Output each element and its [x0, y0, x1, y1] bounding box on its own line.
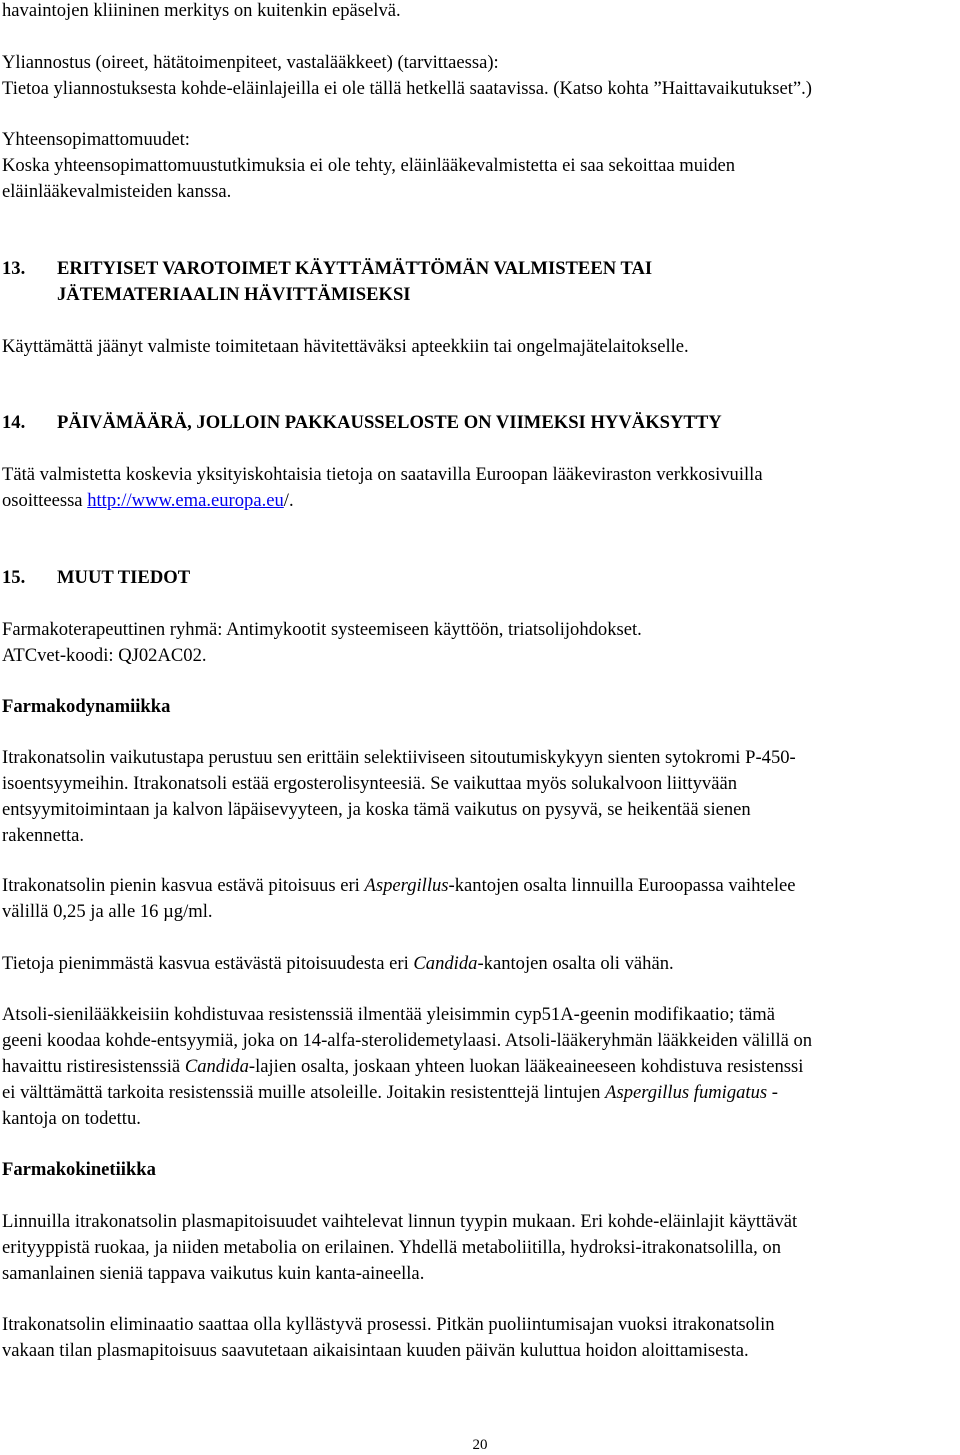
section-14-heading: [2, 410, 954, 436]
group-line: Farmakoterapeuttinen ryhmä: Antimykootit systeemiseen käyttöön, triatsolijohdokset.: [2, 619, 642, 640]
section-number: 15.: [2, 567, 26, 588]
elimination-paragraph: [2, 1312, 954, 1364]
text-run: havaittu ristiresistenssiä: [2, 1056, 185, 1077]
species-name: Aspergillus fumigatus: [605, 1082, 768, 1103]
text-run: Itrakonatsolin pienin kasvua estävä pitoisuus eri: [2, 875, 365, 896]
resistance-paragraph: [2, 1002, 954, 1132]
section-number: 13.: [2, 258, 26, 279]
page-number: 20: [472, 1437, 488, 1453]
text-run: -kantojen osalta oli vähän.: [477, 953, 674, 974]
mic-candida-paragraph: [2, 951, 954, 977]
text-line: [2, 873, 954, 899]
pharmacodynamics-heading: Farmakodynamiikka: [2, 696, 171, 717]
text-line: kantoja on todettu.: [2, 1108, 141, 1129]
text-line: [2, 1080, 954, 1106]
overdose-heading: Yliannostus (oireet, hätätoimenpiteet, vastalääkkeet) (tarvittaessa):: [2, 52, 499, 73]
overdose-text: Tietoa yliannostuksesta kohde-eläinlajeilla ei ole tällä hetkellä saatavissa. (Katso kohta ”Haittavaikutukset”.): [2, 78, 812, 99]
section-13-text: Käyttämättä jäänyt valmiste toimitetaan hävitettäväksi apteekkiin tai ongelmajätelaitokselle.: [2, 336, 689, 357]
section-title: PÄIVÄMÄÄRÄ, JOLLOIN PAKKAUSSELOSTE ON VIIMEKSI HYVÄKSYTTY: [57, 412, 722, 433]
section-number: 14.: [2, 412, 26, 433]
atc-code-line: ATCvet-koodi: QJ02AC02.: [2, 645, 207, 666]
section-15-heading: [2, 565, 954, 591]
text-run: -lajien osalta, joskaan yhteen luokan lääkeaineeseen kohdistuva resistenssi: [248, 1056, 804, 1077]
text-line: [2, 488, 954, 514]
text-line: erityyppistä ruokaa, ja niiden metabolia on erilainen. Yhdellä metaboliitilla, hydroksi-itrakonatsolilla, on: [2, 1237, 782, 1258]
text-line: välillä 0,25 ja alle 16 µg/ml.: [2, 901, 213, 922]
text-line: isoentsyymeihin. Itrakonatsoli estää ergosterolisynteesiä. Se vaikuttaa myös solukalvoon liittyvään: [2, 773, 737, 794]
incompatibility-heading: Yhteensopimattomuudet:: [2, 129, 190, 150]
text-run: ei välttämättä tarkoita resistenssiä muille atsoleille. Joitakin resistenttejä lintujen: [2, 1082, 606, 1103]
text-line: entsyymitoimintaan ja kalvon läpäisevyyteen, ja koska tämä vaikutus on pysyvä, se heikentää sienen: [2, 799, 751, 820]
text-suffix: /.: [283, 490, 294, 511]
section-14-text: [2, 462, 954, 514]
section-title: MUUT TIEDOT: [57, 567, 191, 588]
text-line: havaintojen kliininen merkitys on kuitenkin epäselvä.: [2, 0, 401, 21]
text-prefix: osoitteessa: [2, 490, 88, 511]
mic-aspergillus-paragraph: [2, 873, 954, 925]
text-line: [2, 1054, 954, 1080]
text-line: Tätä valmistetta koskevia yksityiskohtaisia tietoja on saatavilla Euroopan lääkeviraston verkkosivuilla: [2, 464, 763, 485]
text-run: -: [767, 1082, 778, 1103]
incompatibility-line: Koska yhteensopimattomuustutkimuksia ei ole tehty, eläinlääkevalmistetta ei saa sekoittaa muiden: [2, 155, 736, 176]
text-line: rakennetta.: [2, 825, 85, 846]
species-name: Aspergillus: [364, 875, 449, 896]
text-line: samanlainen sieniä tappava vaikutus kuin kanta-aineella.: [2, 1263, 425, 1284]
section-title-line: ERITYISET VAROTOIMET KÄYTTÄMÄTTÖMÄN VALMISTEEN TAI: [57, 258, 653, 279]
pharmacotherapeutic-group: [2, 617, 954, 669]
pharmacokinetics-heading: Farmakokinetiikka: [2, 1159, 156, 1180]
species-name: Candida: [413, 953, 478, 974]
text-line: Itrakonatsolin eliminaatio saattaa olla kyllästyvä prosessi. Pitkän puoliintumisajan vuoksi itrakonatsolin: [2, 1314, 775, 1335]
text-run: Tietoja pienimmästä kasvua estävästä pitoisuudesta eri: [2, 953, 414, 974]
text-run: -kantojen osalta linnuilla Euroopassa vaihtelee: [448, 875, 796, 896]
pharmacodynamics-paragraph: [2, 745, 954, 849]
section-title-line: JÄTEMATERIAALIN HÄVITTÄMISEKSI: [57, 284, 411, 305]
text-line: Linnuilla itrakonatsolin plasmapitoisuudet vaihtelevat linnun tyypin mukaan. Eri kohde-eläinlajit käyttävät: [2, 1211, 798, 1232]
ema-website-link[interactable]: http://www.ema.europa.eu: [87, 490, 284, 511]
overdose-section: [2, 50, 954, 102]
incompatibility-section: [2, 127, 954, 205]
text-line: Itrakonatsolin vaikutustapa perustuu sen erittäin selektiiviseen sitoutumiskykyyn sienten sytokromi P-450-: [2, 747, 796, 768]
incompatibility-line: eläinlääkevalmisteiden kanssa.: [2, 181, 232, 202]
text-line: Atsoli-sienilääkkeisiin kohdistuvaa resistenssiä ilmentää yleisimmin cyp51A-geenin modifikaatio; tämä: [2, 1004, 776, 1025]
section-13-heading: [2, 256, 954, 308]
text-line: geeni koodaa kohde-entsyymiä, joka on 14-alfa-sterolidemetylaasi. Atsoli-lääkeryhmän lääkkeiden välillä on: [2, 1030, 813, 1051]
text-line: vakaan tilan plasmapitoisuus saavutetaan aikaisintaan kuuden päivän kuluttua hoidon aloittamisesta.: [2, 1340, 749, 1361]
pharmacokinetics-paragraph: [2, 1209, 954, 1287]
species-name: Candida: [184, 1056, 249, 1077]
